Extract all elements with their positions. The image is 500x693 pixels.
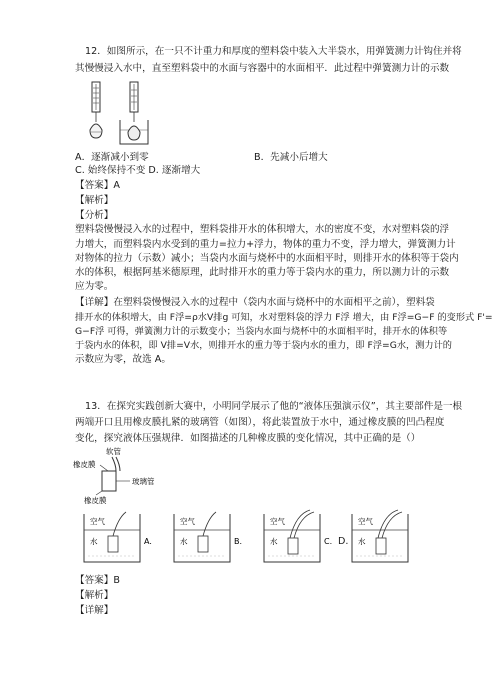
q12-detail-line-5: 示数应为零，故选 A。 (75, 354, 171, 365)
rubber-bottom-label: 橡皮膜 (84, 496, 107, 505)
q13-answer: 【答案】B (75, 575, 120, 586)
q13-stem-line-1: 13．在探究实践创新大赛中，小明同学展示了他的“液体压强演示仪”，其主要部件是一根 (85, 401, 463, 412)
option-b-letter: B. (234, 537, 243, 546)
option-b-air-label: 空气 (180, 517, 195, 526)
q12-detail-line-1: 【详解】在塑料袋慢慢浸入水的过程中（袋内水面与烧杯中的水面相平之前），塑料袋 (75, 297, 435, 308)
glass-tube-label: 玻璃管 (132, 477, 155, 486)
spring-scale-figure-2 (120, 82, 148, 144)
option-b-diagram (174, 512, 230, 562)
option-d-diagram (352, 510, 408, 562)
spring-scale-figure-1 (90, 82, 102, 138)
option-c-diagram (264, 510, 320, 562)
q12-stem-line-2: 其慢慢浸入水中，直至塑料袋中的水面与容器中的水面相平．此过程中弹簧测力计的示数 (75, 63, 450, 74)
soft-tube-label: 软管 (106, 447, 121, 456)
option-d-air-label: 空气 (358, 517, 373, 526)
option-a-letter: A. (144, 537, 152, 546)
q13-stem-line-2: 两端开口且用橡皮膜扎紧的玻璃管（如图），将此装置放于水中，通过橡皮膜的凹凸程度 (75, 417, 445, 428)
option-d-water-label: 水 (358, 537, 366, 546)
q12-option-a: A．逐渐减小到零 (75, 152, 149, 163)
q13-device-figure (72, 445, 182, 505)
option-a-water-label: 水 (90, 537, 98, 546)
q12-analysis-line-5: 应为零。 (75, 281, 114, 292)
q12-stem-line-1: 12．如图所示，在一只不计重力和厚度的塑料袋中装入大半袋水，用弹簧测力计钩住并将 (85, 46, 462, 57)
q12-jiexi-label: 【解析】 (75, 195, 114, 206)
q12-answer: 【答案】A (75, 180, 120, 191)
q13-stem-line-3: 变化，探究液体压强规律．如图描述的几种橡皮膜的变化情况，其中正确的是（） (75, 433, 421, 444)
q13-options-figure (82, 508, 412, 566)
q13-jiexi-label: 【解析】 (75, 590, 114, 601)
q12-detail-line-2: 排开水的体积增大，由 F浮=ρ水V排g 可知，水对塑料袋的浮力 F浮 增大，由 F浮=G−F 的变形式 F'= (75, 312, 493, 323)
q12-detail-line-3: G−F浮 可得，弹簧测力计的示数变小；当袋内水面与烧杯中的水面相平时，排开水的体积等 (75, 326, 448, 337)
q12-detail-line-4: 于袋内水的体积，即 V排=V水，则排开水的重力等于袋内水的重力，即 F浮=G水，测力计的 (75, 340, 452, 351)
q12-analysis-line-3: 对物体的拉力（示数）减小；当袋内水面与烧杯中的水面相平时，则排开水的体积等于袋内 (75, 253, 459, 264)
q12-figure (82, 78, 162, 146)
q12-analysis-line-4: 水的体积，根据阿基米德原理，此时排开水的重力等于袋内水的重力，所以测力计的示数 (75, 267, 450, 278)
q13-detail-label: 【详解】 (75, 605, 114, 616)
option-c-letter: C. (324, 537, 333, 546)
q12-option-b: B．先减小后增大 (254, 152, 328, 163)
option-b-water-label: 水 (180, 537, 188, 546)
option-c-water-label: 水 (270, 537, 278, 546)
rubber-top-label: 橡皮膜 (73, 460, 96, 469)
q12-analysis-line-1: 塑料袋慢慢浸入水的过程中，塑料袋排开水的体积增大，水的密度不变，水对塑料袋的浮 (75, 224, 450, 235)
option-a-diagram (84, 512, 140, 562)
option-a-air-label: 空气 (90, 517, 105, 526)
q12-option-c-d: C. 始终保持不变 D. 逐渐增大 (75, 165, 201, 176)
option-c-air-label: 空气 (270, 517, 285, 526)
option-d-letter: D. (338, 536, 349, 547)
q12-analysis-line-2: 力增大，而塑料袋内水受到的重力=拉力+浮力，物体的重力不变，浮力增大，弹簧测力计 (75, 239, 456, 250)
q12-fenxi-label: 【分析】 (75, 210, 114, 221)
